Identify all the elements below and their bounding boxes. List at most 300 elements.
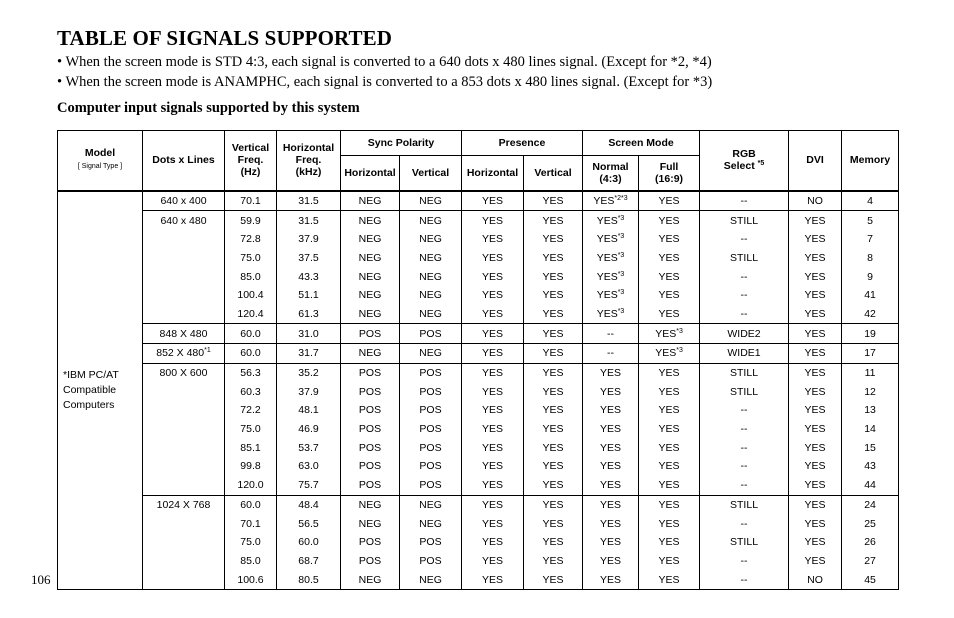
table-row — [58, 191, 899, 211]
cell-memory — [842, 191, 899, 211]
cell-dvi — [789, 363, 842, 382]
cell-memory-value: 42 — [864, 307, 876, 320]
cell-rgb-select — [700, 305, 789, 324]
cell-rgb-select — [700, 495, 789, 514]
cell-rgb-select-value: -- — [740, 441, 748, 454]
table-row — [58, 495, 899, 514]
cell-dots-lines — [143, 552, 225, 571]
cell-presence-horizontal-value: YES — [481, 251, 503, 264]
cell-dots-lines — [143, 514, 225, 533]
cell-horizontal-freq-value: 35.2 — [298, 367, 319, 380]
cell-presence-vertical — [524, 476, 583, 495]
cell-rgb-select — [700, 382, 789, 401]
cell-dvi-value: YES — [804, 214, 826, 227]
cell-presence-vertical-value: YES — [542, 423, 564, 436]
cell-screen-full — [639, 401, 700, 420]
cell-screen-full — [639, 552, 700, 571]
table-body — [58, 191, 899, 590]
cell-vertical-freq — [225, 249, 277, 268]
cell-presence-horizontal — [462, 457, 524, 476]
cell-sync-horizontal-value: POS — [358, 479, 382, 492]
cell-dvi-value: YES — [804, 498, 826, 511]
signals-table — [57, 130, 899, 590]
cell-screen-normal — [583, 211, 639, 230]
cell-memory — [842, 267, 899, 286]
cell-sync-vertical — [400, 344, 462, 364]
cell-screen-normal-value: YES — [600, 536, 622, 549]
cell-dvi — [789, 570, 842, 589]
cell-sync-vertical — [400, 249, 462, 268]
cell-dvi — [789, 286, 842, 305]
cell-sync-vertical — [400, 514, 462, 533]
cell-dots-lines — [143, 476, 225, 495]
cell-sync-vertical-value: POS — [419, 479, 442, 492]
cell-sync-horizontal-value: POS — [358, 423, 382, 436]
cell-dvi-value: YES — [804, 327, 826, 340]
cell-sync-horizontal-value: NEG — [358, 347, 382, 360]
cell-horizontal-freq-value: 68.7 — [298, 554, 319, 567]
cell-dvi — [789, 438, 842, 457]
cell-screen-normal-value: YES — [600, 498, 622, 511]
table-row — [58, 249, 899, 268]
cell-horizontal-freq-value: 80.5 — [298, 573, 319, 586]
cell-sync-horizontal-value: NEG — [358, 233, 382, 246]
cell-horizontal-freq — [277, 420, 341, 439]
cell-dots-lines — [143, 267, 225, 286]
cell-dots-lines — [143, 438, 225, 457]
cell-presence-vertical — [524, 305, 583, 324]
cell-memory — [842, 401, 899, 420]
cell-vertical-freq-value: 60.0 — [240, 327, 261, 340]
cell-horizontal-freq-value: 60.0 — [298, 536, 319, 549]
cell-screen-normal — [583, 401, 639, 420]
cell-rgb-select — [700, 363, 789, 382]
cell-screen-full-value: YES — [658, 536, 680, 549]
cell-sync-vertical-value: POS — [419, 536, 442, 549]
cell-dvi — [789, 533, 842, 552]
cell-dvi-value: YES — [804, 233, 826, 246]
cell-screen-full — [639, 570, 700, 589]
header-model-label: Model — [84, 147, 116, 160]
cell-dvi — [789, 476, 842, 495]
cell-screen-full-value: YES — [658, 194, 680, 207]
cell-dvi-value: YES — [804, 404, 826, 417]
cell-presence-horizontal — [462, 344, 524, 364]
cell-presence-horizontal-value: YES — [481, 194, 503, 207]
cell-horizontal-freq — [277, 230, 341, 249]
table-row — [58, 401, 899, 420]
cell-vertical-freq-value: 85.0 — [240, 554, 261, 567]
cell-sync-vertical — [400, 570, 462, 589]
cell-screen-full — [639, 344, 700, 364]
cell-screen-normal — [583, 344, 639, 364]
cell-memory-value: 13 — [864, 404, 876, 417]
cell-screen-normal-value: YES — [600, 404, 622, 417]
cell-screen-full-value: YES — [658, 423, 680, 436]
cell-sync-vertical-value: NEG — [419, 251, 442, 264]
cell-screen-full-value: YES — [658, 498, 680, 511]
cell-presence-vertical — [524, 324, 583, 344]
cell-rgb-select — [700, 191, 789, 211]
cell-presence-horizontal-value: YES — [481, 233, 503, 246]
header-vfreq-l2: Freq. — [237, 154, 264, 167]
cell-presence-vertical — [524, 533, 583, 552]
cell-sync-horizontal-value: NEG — [358, 251, 382, 264]
cell-sync-horizontal-value: NEG — [358, 214, 382, 227]
cell-dvi-value: YES — [804, 307, 826, 320]
cell-screen-full-value: YES — [658, 404, 680, 417]
cell-memory-value: 43 — [864, 460, 876, 473]
cell-dvi-value: YES — [804, 347, 826, 360]
cell-vertical-freq — [225, 267, 277, 286]
cell-rgb-select — [700, 420, 789, 439]
table-row — [58, 267, 899, 286]
cell-memory — [842, 363, 899, 382]
cell-screen-full-value: YES — [658, 251, 680, 264]
header-horizontal-freq — [277, 131, 341, 191]
cell-memory — [842, 495, 899, 514]
cell-dvi-value: YES — [804, 289, 826, 302]
cell-sync-vertical-value: NEG — [419, 270, 442, 283]
cell-dots-lines — [143, 211, 225, 230]
cell-presence-vertical-value: YES — [542, 536, 564, 549]
cell-memory-value: 11 — [864, 367, 876, 380]
cell-rgb-select — [700, 324, 789, 344]
cell-rgb-select — [700, 514, 789, 533]
cell-rgb-select-value: STILL — [730, 536, 759, 549]
cell-presence-horizontal-value: YES — [481, 214, 503, 227]
cell-memory — [842, 249, 899, 268]
cell-vertical-freq — [225, 401, 277, 420]
cell-sync-vertical — [400, 230, 462, 249]
cell-screen-full — [639, 191, 700, 211]
table-row — [58, 324, 899, 344]
cell-screen-normal — [583, 570, 639, 589]
cell-sync-vertical-value: POS — [419, 367, 442, 380]
header-hfreq-l1: Horizontal — [282, 142, 335, 155]
cell-screen-full-value: YES — [658, 554, 680, 567]
cell-rgb-select-value: STILL — [730, 367, 759, 380]
cell-sync-horizontal — [341, 476, 400, 495]
cell-presence-vertical — [524, 191, 583, 211]
cell-screen-full — [639, 495, 700, 514]
cell-sync-vertical-value: NEG — [419, 194, 442, 207]
cell-memory-value: 15 — [864, 441, 876, 454]
footnote-marker: *3 — [676, 347, 683, 355]
cell-memory-value: 14 — [864, 423, 876, 436]
cell-presence-horizontal-value: YES — [481, 423, 503, 436]
table-row — [58, 305, 899, 324]
cell-horizontal-freq-value: 37.9 — [298, 233, 319, 246]
cell-sync-horizontal-value: NEG — [358, 573, 382, 586]
page-number: 106 — [31, 572, 51, 587]
cell-screen-normal-value: YES — [596, 214, 618, 227]
cell-dvi — [789, 552, 842, 571]
cell-sync-vertical-value: NEG — [419, 233, 442, 246]
cell-vertical-freq — [225, 230, 277, 249]
cell-sync-vertical-value: NEG — [419, 289, 442, 302]
cell-horizontal-freq — [277, 552, 341, 571]
cell-dots-lines — [143, 457, 225, 476]
cell-horizontal-freq — [277, 191, 341, 211]
cell-sync-horizontal — [341, 305, 400, 324]
cell-presence-horizontal — [462, 267, 524, 286]
cell-screen-normal — [583, 533, 639, 552]
cell-vertical-freq — [225, 363, 277, 382]
cell-dvi — [789, 344, 842, 364]
cell-rgb-select-value: -- — [740, 517, 748, 530]
cell-vertical-freq — [225, 305, 277, 324]
cell-sync-horizontal-value: NEG — [358, 517, 382, 530]
cell-vertical-freq-value: 100.4 — [237, 289, 264, 302]
cell-sync-horizontal — [341, 570, 400, 589]
footnote-marker: *3 — [617, 307, 625, 315]
cell-horizontal-freq — [277, 363, 341, 382]
cell-screen-normal — [583, 191, 639, 211]
cell-screen-full — [639, 457, 700, 476]
cell-screen-full-value: YES — [658, 367, 680, 380]
footnote-marker: *3 — [617, 251, 625, 259]
cell-dots-lines-value: 640 x 400 — [160, 194, 207, 207]
cell-sync-vertical — [400, 420, 462, 439]
cell-sync-horizontal — [341, 230, 400, 249]
cell-vertical-freq — [225, 420, 277, 439]
table-row — [58, 211, 899, 230]
cell-sync-vertical — [400, 191, 462, 211]
cell-sync-vertical — [400, 267, 462, 286]
table-row — [58, 438, 899, 457]
cell-presence-horizontal — [462, 286, 524, 305]
cell-horizontal-freq — [277, 495, 341, 514]
cell-screen-full-value: YES — [658, 233, 680, 246]
cell-sync-vertical — [400, 363, 462, 382]
header-hfreq-l3: (kHz) — [295, 166, 322, 179]
cell-dots-lines-value: 852 X 480 — [156, 347, 205, 360]
cell-sync-vertical — [400, 401, 462, 420]
cell-horizontal-freq — [277, 476, 341, 495]
cell-sync-horizontal — [341, 191, 400, 211]
cell-screen-normal — [583, 438, 639, 457]
cell-sync-vertical — [400, 211, 462, 230]
cell-vertical-freq-value: 85.1 — [240, 441, 261, 454]
cell-presence-horizontal — [462, 324, 524, 344]
cell-presence-vertical-value: YES — [542, 479, 564, 492]
cell-sync-vertical-value: POS — [419, 441, 442, 454]
table-row — [58, 533, 899, 552]
cell-horizontal-freq-value: 51.1 — [298, 289, 319, 302]
cell-rgb-select — [700, 533, 789, 552]
cell-horizontal-freq-value: 31.7 — [298, 347, 319, 360]
cell-screen-normal-value: YES — [596, 233, 618, 246]
cell-sync-vertical — [400, 495, 462, 514]
cell-memory-value: 45 — [864, 573, 876, 586]
table-row — [58, 476, 899, 495]
cell-rgb-select — [700, 344, 789, 364]
cell-sync-horizontal-value: NEG — [358, 194, 382, 207]
cell-sync-horizontal — [341, 249, 400, 268]
cell-memory-value: 4 — [867, 194, 873, 207]
cell-presence-horizontal — [462, 249, 524, 268]
cell-vertical-freq-value: 72.8 — [240, 233, 261, 246]
header-sync-vertical: Vertical — [400, 156, 462, 191]
cell-sync-horizontal — [341, 457, 400, 476]
cell-screen-full — [639, 249, 700, 268]
note-std: • When the screen mode is STD 4:3, each signal is converted to a 640 dots x 480 lines signal. (Except for *2, *4) — [57, 54, 712, 70]
cell-presence-vertical-value: YES — [542, 233, 564, 246]
cell-horizontal-freq-value: 46.9 — [298, 423, 319, 436]
cell-dots-lines — [143, 570, 225, 589]
header-normal-l2: (4:3) — [599, 172, 622, 185]
cell-screen-full-value: YES — [658, 270, 680, 283]
cell-sync-horizontal — [341, 420, 400, 439]
cell-presence-vertical-value: YES — [542, 498, 564, 511]
cell-presence-horizontal — [462, 420, 524, 439]
table-row — [58, 570, 899, 589]
cell-presence-horizontal-value: YES — [481, 554, 503, 567]
cell-vertical-freq — [225, 514, 277, 533]
cell-presence-horizontal-value: YES — [481, 404, 503, 417]
table-row — [58, 514, 899, 533]
cell-presence-horizontal-value: YES — [481, 498, 503, 511]
cell-screen-normal-value: YES — [600, 385, 622, 398]
cell-dots-lines-value: 800 X 600 — [159, 367, 208, 380]
cell-presence-vertical — [524, 230, 583, 249]
cell-presence-vertical-value: YES — [542, 214, 564, 227]
cell-rgb-select-value: -- — [740, 270, 748, 283]
cell-screen-normal-value: YES — [600, 460, 622, 473]
table-row — [58, 344, 899, 364]
header-sync-polarity: Sync Polarity — [341, 131, 462, 156]
cell-presence-vertical — [524, 514, 583, 533]
cell-sync-horizontal — [341, 401, 400, 420]
cell-screen-full-value: YES — [658, 289, 680, 302]
cell-memory — [842, 457, 899, 476]
cell-memory — [842, 514, 899, 533]
cell-rgb-select-value: STILL — [730, 498, 759, 511]
cell-dvi — [789, 191, 842, 211]
cell-vertical-freq — [225, 552, 277, 571]
cell-presence-horizontal-value: YES — [481, 536, 503, 549]
cell-sync-vertical-value: POS — [419, 460, 442, 473]
cell-dvi — [789, 211, 842, 230]
cell-screen-normal-value: -- — [607, 327, 615, 340]
cell-screen-full-value: YES — [655, 347, 677, 360]
cell-sync-horizontal-value: NEG — [358, 289, 382, 302]
cell-vertical-freq-value: 60.3 — [240, 385, 261, 398]
cell-screen-normal-value: YES — [596, 270, 618, 283]
cell-presence-vertical — [524, 286, 583, 305]
cell-rgb-select-value: WIDE1 — [727, 347, 761, 360]
cell-dots-lines — [143, 230, 225, 249]
cell-presence-vertical-value: YES — [542, 289, 564, 302]
cell-rgb-select-value: -- — [740, 233, 748, 246]
cell-vertical-freq — [225, 438, 277, 457]
cell-screen-full — [639, 476, 700, 495]
header-memory: Memory — [842, 131, 899, 191]
cell-screen-normal-value: YES — [593, 194, 615, 207]
cell-horizontal-freq-value: 31.5 — [298, 214, 319, 227]
cell-memory — [842, 552, 899, 571]
cell-screen-full — [639, 533, 700, 552]
cell-vertical-freq-value: 56.3 — [240, 367, 261, 380]
cell-vertical-freq — [225, 533, 277, 552]
cell-screen-full — [639, 363, 700, 382]
cell-presence-vertical-value: YES — [542, 385, 564, 398]
cell-horizontal-freq-value: 56.5 — [298, 517, 319, 530]
cell-dvi-value: YES — [804, 554, 826, 567]
cell-rgb-select — [700, 267, 789, 286]
cell-presence-horizontal-value: YES — [481, 460, 503, 473]
header-vfreq-l1: Vertical — [231, 142, 270, 155]
cell-screen-normal-value: YES — [600, 367, 622, 380]
cell-dots-lines — [143, 533, 225, 552]
cell-sync-horizontal — [341, 286, 400, 305]
cell-rgb-select-value: WIDE2 — [727, 327, 761, 340]
cell-sync-horizontal — [341, 324, 400, 344]
cell-presence-vertical — [524, 570, 583, 589]
cell-memory-value: 17 — [864, 347, 876, 360]
footnote-marker: *3 — [617, 214, 625, 222]
cell-sync-horizontal-value: NEG — [358, 270, 382, 283]
cell-sync-horizontal-value: POS — [358, 385, 382, 398]
cell-presence-vertical-value: YES — [542, 270, 564, 283]
cell-memory-value: 5 — [867, 214, 873, 227]
header-vertical-freq — [225, 131, 277, 191]
cell-presence-horizontal-value: YES — [481, 441, 503, 454]
cell-horizontal-freq — [277, 533, 341, 552]
cell-dots-lines — [143, 363, 225, 382]
cell-rgb-select-value: -- — [740, 404, 748, 417]
cell-sync-vertical-value: NEG — [419, 517, 442, 530]
cell-horizontal-freq — [277, 324, 341, 344]
footnote-marker: *3 — [676, 327, 683, 335]
cell-screen-full-value: YES — [658, 573, 680, 586]
cell-horizontal-freq — [277, 286, 341, 305]
cell-screen-normal — [583, 514, 639, 533]
cell-dots-lines — [143, 305, 225, 324]
cell-sync-horizontal-value: NEG — [358, 307, 382, 320]
cell-presence-horizontal-value: YES — [481, 517, 503, 530]
cell-sync-vertical — [400, 286, 462, 305]
cell-presence-horizontal — [462, 401, 524, 420]
cell-presence-vertical — [524, 420, 583, 439]
cell-vertical-freq — [225, 457, 277, 476]
cell-sync-horizontal — [341, 438, 400, 457]
cell-sync-vertical-value: POS — [419, 327, 442, 340]
header-screen-normal — [583, 156, 639, 191]
cell-vertical-freq — [225, 191, 277, 211]
cell-presence-vertical — [524, 267, 583, 286]
header-vfreq-l3: (Hz) — [240, 166, 261, 179]
cell-screen-normal — [583, 476, 639, 495]
cell-horizontal-freq — [277, 570, 341, 589]
cell-dots-lines-value: 640 x 480 — [160, 214, 207, 227]
cell-sync-horizontal-value: POS — [358, 441, 382, 454]
cell-memory — [842, 230, 899, 249]
cell-memory-value: 44 — [864, 479, 876, 492]
section-subtitle: Computer input signals supported by this system — [57, 100, 360, 116]
cell-rgb-select — [700, 438, 789, 457]
cell-presence-vertical-value: YES — [542, 194, 564, 207]
cell-dvi — [789, 324, 842, 344]
cell-dvi-value: YES — [804, 270, 826, 283]
cell-presence-vertical — [524, 495, 583, 514]
cell-dots-lines-value: 848 X 480 — [159, 327, 208, 340]
cell-sync-vertical-value: POS — [419, 423, 442, 436]
cell-sync-vertical — [400, 552, 462, 571]
cell-screen-normal-value: YES — [596, 289, 618, 302]
cell-memory — [842, 570, 899, 589]
